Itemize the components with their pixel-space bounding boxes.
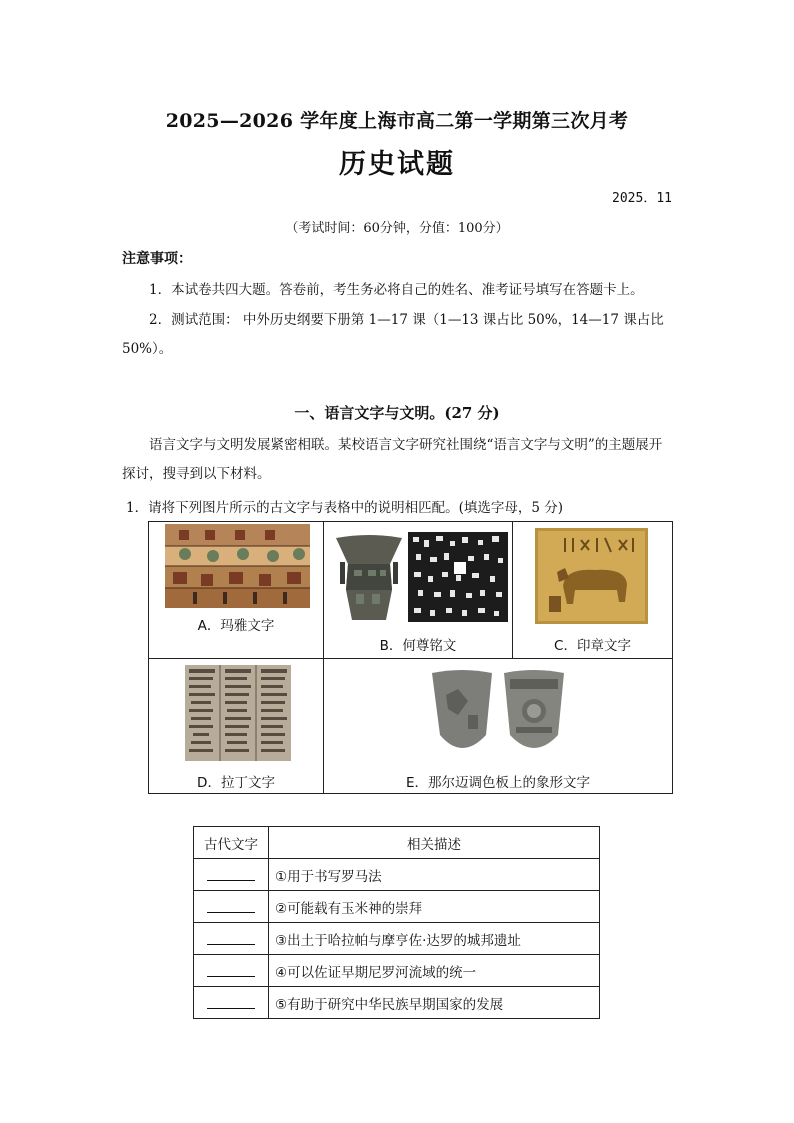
maya-codex-image [165,524,310,608]
exam-title: 2025—2026 学年度上海市高二第一学期第三次月考 [165,110,629,132]
description-4: ④可以佐证早期尼罗河流域的统一 [269,955,600,987]
caption-b: B．何尊铭文 [379,638,457,654]
section-intro: 语言文字与文明发展紧密相联。某校语言文字研究社围绕“语言文字与文明”的主题展开探讨，搜寻到以下材料。 [122,437,663,482]
matching-table [193,826,600,1019]
description-2: ②可能载有玉米神的崇拜 [269,891,600,923]
answer-blank-3[interactable] [207,932,255,945]
answer-blank-4[interactable] [207,964,255,977]
cell-hezun [324,522,512,658]
indus-seal-image [535,528,648,624]
cell-latin [149,659,323,794]
hezun-inscription-image [408,532,508,622]
note-item-2: 2．测试范围： 中外历史纲要下册第 1—17 课（1—13 课占比 50%，14—17 课占比 50%）。 [122,312,664,357]
table-row [194,987,600,1019]
description-3: ③出土于哈拉帕与摩亨佐·达罗的城邦遗址 [269,923,600,955]
cell-seal [513,522,672,658]
description-1: ①用于书写罗马法 [269,859,600,891]
caption-a: A．玛雅文字 [197,618,275,634]
subject-title: 历史试题 [339,149,455,180]
exam-date: 2025．11 [612,191,672,206]
table-header-row [194,827,600,859]
cell-maya [149,522,323,658]
header-ancient-script: 古代文字 [194,827,269,859]
note-item-1: 1．本试卷共四大题。答卷前，考生务必将自己的姓名、准考证号填写在答题卡上。 [149,282,644,298]
latin-inscription-image [185,665,291,761]
table-row [194,923,600,955]
notes-heading: 注意事项： [122,251,192,267]
answer-blank-5[interactable] [207,996,255,1009]
question-1: 1．请将下列图片所示的古文字与表格中的说明相匹配。(填选字母，5 分) [126,500,564,516]
caption-d: D．拉丁文字 [197,775,275,791]
caption-c: C．印章文字 [554,638,631,654]
description-5: ⑤有助于研究中华民族早期国家的发展 [269,987,600,1019]
header-description: 相关描述 [269,827,600,859]
cell-narmer [324,659,672,794]
image-grid [148,521,673,794]
answer-blank-1[interactable] [207,868,255,881]
hezun-vessel-image [332,532,406,622]
exam-meta: （考试时间：60分钟，分值：100分） [285,221,509,236]
section-heading: 一、语言文字与文明。(27 分) [294,404,500,422]
answer-blank-2[interactable] [207,900,255,913]
caption-e: E．那尔迈调色板上的象形文字 [405,775,591,791]
table-row [194,891,600,923]
narmer-palette-image [428,665,568,761]
table-row [194,859,600,891]
table-row [194,955,600,987]
